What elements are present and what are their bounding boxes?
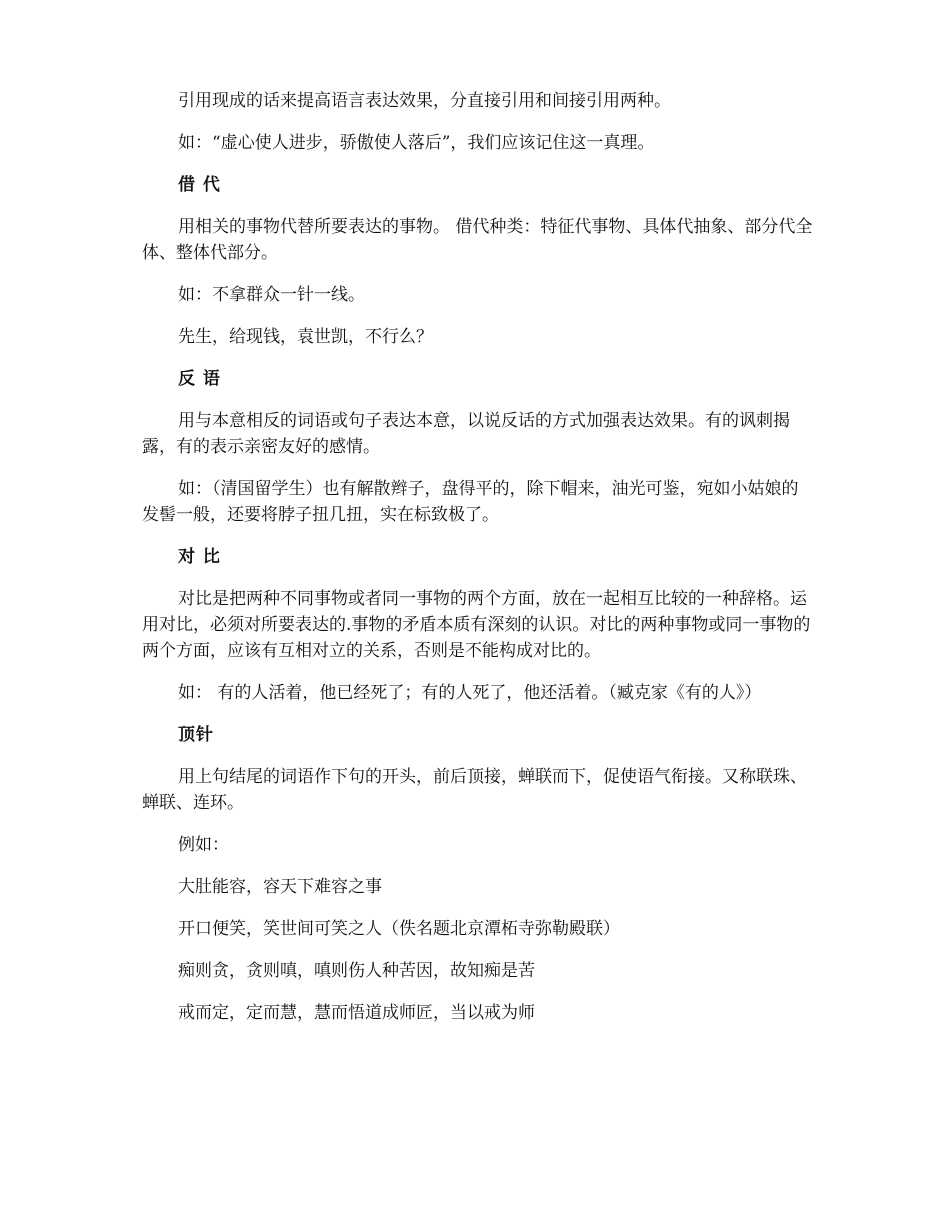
paragraph-anadiplosis-line-3: 痴则贪，贪则嗔，嗔则伤人种苦因，故知痴是苦 [178, 961, 535, 981]
heading-anadiplosis: 顶针 [178, 725, 214, 745]
heading-contrast: 对 比 [178, 547, 221, 567]
paragraph-irony-example: 如：（清国留学生）也有解散辫子，盘得平的，除下帽来，油光可鉴，宛如小姑娘的发髻一般，还要将脖子扭几扭，实在标致极了。 [142, 479, 799, 525]
document-body [142, 88, 814, 1026]
paragraph-metonymy-example-1: 如：不拿群众一针一线。 [178, 285, 365, 305]
paragraph-anadiplosis-line-4: 戒而定，定而慧，慧而悟道成师匠，当以戒为师 [178, 1003, 535, 1023]
heading-irony: 反 语 [178, 369, 221, 389]
paragraph-contrast-definition: 对比是把两种不同事物或者同一事物的两个方面，放在一起相互比较的一种辞格。运用对比，必须对所要表达的.事物的矛盾本质有深刻的认识。对比的两种事物或同一事物的两个方面，应该有互相对立的关系，否则是不能构成对比的。 [142, 589, 811, 661]
paragraph-anadiplosis-line-2: 开口便笑，笑世间可笑之人（佚名题北京潭柘寺弥勒殿联） [178, 919, 620, 939]
paragraph-metonymy-definition: 用相关的事物代替所要表达的事物。 借代种类：特征代事物、具体代抽象、部分代全体、整体代部分。 [142, 217, 813, 263]
paragraph-quotation-example: 如：“虚心使人进步，骄傲使人落后”，我们应该记住这一真理。 [178, 133, 655, 153]
heading-metonymy: 借 代 [178, 175, 221, 195]
paragraph-quotation-definition: 引用现成的话来提高语言表达效果，分直接引用和间接引用两种。 [178, 91, 671, 111]
paragraph-anadiplosis-line-1: 大肚能容，容天下难容之事 [178, 877, 382, 897]
paragraph-irony-definition: 用与本意相反的词语或句子表达本意，以说反话的方式加强表达效果。有的讽刺揭露，有的表示亲密友好的感情。 [142, 411, 790, 457]
paragraph-metonymy-example-2: 先生，给现钱，袁世凯，不行么？ [178, 327, 433, 347]
paragraph-contrast-example: 如： 有的人活着，他已经死了；有的人死了，他还活着。（臧克家《有的人》） [178, 683, 762, 703]
paragraph-anadiplosis-definition: 用上句结尾的词语作下句的开头，前后顶接，蝉联而下，促使语气衔接。又称联珠、蝉联、连环。 [142, 767, 807, 813]
paragraph-anadiplosis-example-label: 例如： [178, 835, 229, 855]
